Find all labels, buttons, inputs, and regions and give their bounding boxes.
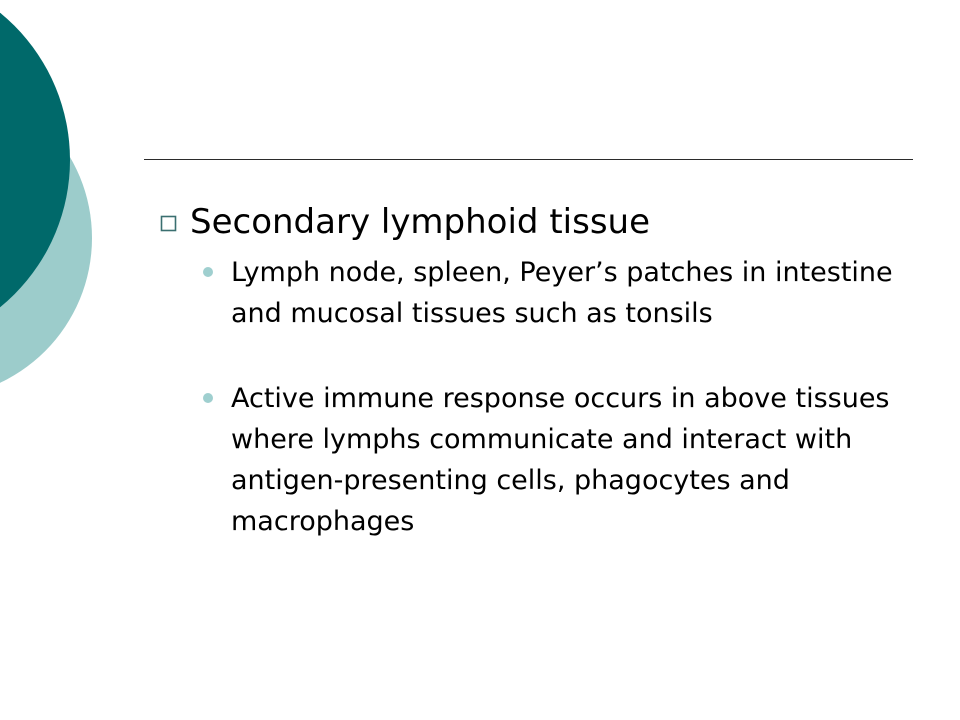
dot-bullet-icon <box>203 267 213 277</box>
bullet-level2 <box>203 378 913 542</box>
dot-bullet-icon <box>203 393 213 403</box>
bullet-level2 <box>203 252 913 334</box>
bullet-level1 <box>160 200 920 244</box>
bullet-text: Active immune response occurs in above tissues where lymphs communicate and interact with antigen-presenting cells, phagocytes and macrophages <box>231 383 890 537</box>
hollow-square-bullet-icon <box>160 215 177 232</box>
heading-text: Secondary lymphoid tissue <box>190 202 650 242</box>
decorative-circles <box>0 0 120 400</box>
bullet-text: Lymph node, spleen, Peyer’s patches in intestine and mucosal tissues such as tonsils <box>231 257 893 329</box>
title-divider <box>144 159 913 160</box>
